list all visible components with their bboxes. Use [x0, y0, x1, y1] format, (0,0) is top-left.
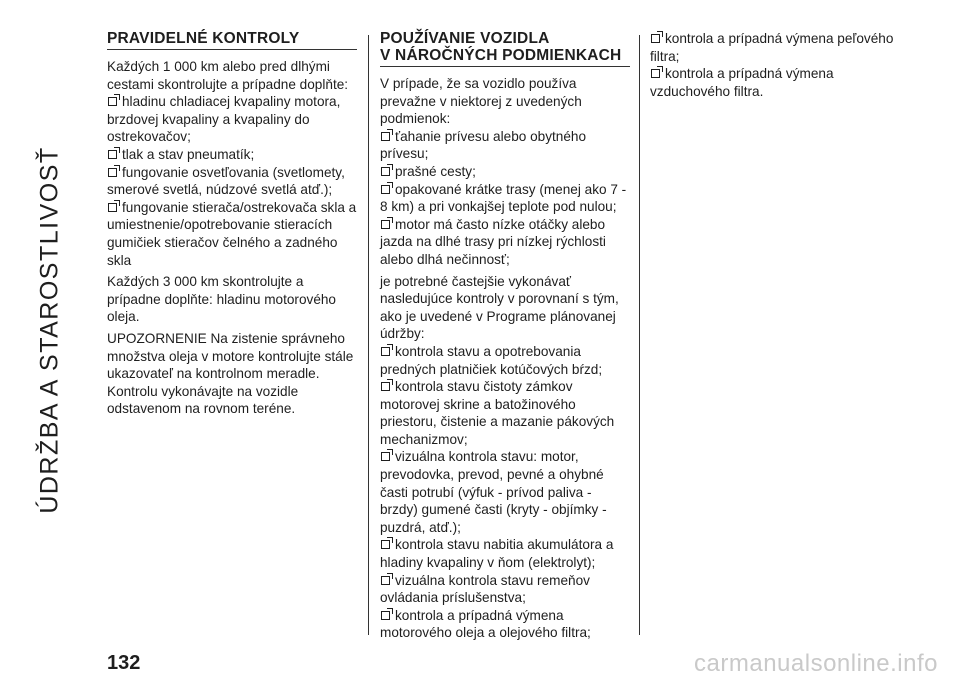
checkbox-bullet-icon [381, 185, 390, 194]
checkbox-bullet-icon [381, 382, 390, 391]
list-item: fungovanie osvetľovania (svetlomety, smerové svetlá, núdzové svetlá atď.); [107, 164, 345, 198]
checkbox-bullet-icon [108, 203, 117, 212]
list-item: vizuálna kontrola stavu: motor, prevodovka, prevod, pevné a ohybné časti potrubí (výfuk - prívod paliva - brzdy) gumené časti (kryty - objímky - puzdrá, atď.); [380, 449, 607, 535]
paragraph-intro: V prípade, že sa vozidlo používa prevažne v niektorej z uvedených podmienok: [380, 76, 582, 127]
list-item: vizuálna kontrola stavu remeňov ovládania príslušenstva; [380, 572, 590, 606]
checkbox-bullet-icon [381, 167, 390, 176]
section-heading-regular-checks: PRAVIDELNÉ KONTROLY [107, 30, 357, 50]
column-regular-checks [107, 30, 357, 418]
paragraph-intro: Každých 1 000 km alebo pred dlhými cestami skontrolujte a prípadne doplňte: [107, 59, 349, 92]
checkbox-bullet-icon [108, 97, 117, 106]
list-item: tlak a stav pneumatík; [107, 146, 357, 164]
paragraph-oil-level: Každých 3 000 km skontrolujte a prípadne doplňte: hladinu motorového oleja. [107, 274, 336, 325]
checkbox-bullet-icon [108, 168, 117, 177]
paragraph-warning: UPOZORNENIE Na zistenie správneho množstva oleja v motore kontrolujte stále ukazovateľ na kontrolnom meradle. Kontrolu vykonávajte na vozidle odstavenom na rovnom teréne. [107, 330, 354, 417]
page-number: 132 [107, 652, 141, 674]
checkbox-bullet-icon [108, 150, 117, 159]
paragraph-more-frequent-checks: je potrebné častejšie vykonávať nasledujúce kontroly v porovnaní s tým, ako je uvedené v Programe plánovanej údržby: [380, 273, 619, 342]
list-item: ťahanie prívesu alebo obytného prívesu; [380, 128, 587, 162]
list-item: hladinu chladiacej kvapaliny motora, brzdovej kvapaliny a kvapaliny do ostrekovačov; [107, 94, 341, 145]
checkbox-bullet-icon [381, 220, 390, 229]
list-item: kontrola stavu nabitia akumulátora a hladiny kvapaliny v ňom (elektrolyt); [380, 537, 614, 571]
list-item: kontrola a prípadná výmena vzduchového filtra. [650, 66, 834, 99]
section-side-title: ÚDRŽBA A STAROSTLIVOSŤ [35, 146, 64, 514]
list-item: fungovanie stierača/ostrekovača skla a umiestnenie/opotrebovanie stieracích gumičiek stieračov čelného a zadného skla [107, 199, 357, 268]
list-item: kontrola stavu a opotrebovania predných platničiek kotúčových bŕzd; [380, 343, 603, 377]
checkbox-bullet-icon [381, 576, 390, 585]
checkbox-bullet-icon [651, 69, 660, 78]
column-severe-conditions [380, 30, 630, 642]
checkbox-bullet-icon [381, 347, 390, 356]
checkbox-bullet-icon [381, 611, 390, 620]
section-heading-severe-conditions: POUŽÍVANIE VOZIDLA V NÁROČNÝCH PODMIENKACH [380, 30, 630, 67]
column-divider [639, 35, 640, 635]
checkbox-bullet-icon [381, 132, 390, 141]
list-item: opakované krátke trasy (menej ako 7 - 8 km) a pri vonkajšej teplote pod nulou; [380, 181, 627, 215]
column-continued-checks [650, 30, 900, 100]
list-item: kontrola stavu čistoty zámkov motorovej skrine a batožinového priestoru, čistenie a mazanie pákových mechanizmov; [380, 379, 615, 447]
list-item: motor má často nízke otáčky alebo jazda na dlhé trasy pri nízkej rýchlosti alebo dlhá nečinnosť; [380, 216, 606, 267]
checkbox-bullet-icon [651, 34, 660, 43]
checkbox-bullet-icon [381, 540, 390, 549]
list-item: kontrola a prípadná výmena motorového oleja a olejového filtra; [380, 607, 591, 641]
list-item: prašné cesty; [380, 163, 630, 181]
column-divider [368, 35, 369, 635]
watermark: carmanualsonline.info [694, 650, 938, 677]
list-item: kontrola a prípadná výmena peľového filtra; [650, 31, 894, 64]
checkbox-bullet-icon [381, 452, 390, 461]
